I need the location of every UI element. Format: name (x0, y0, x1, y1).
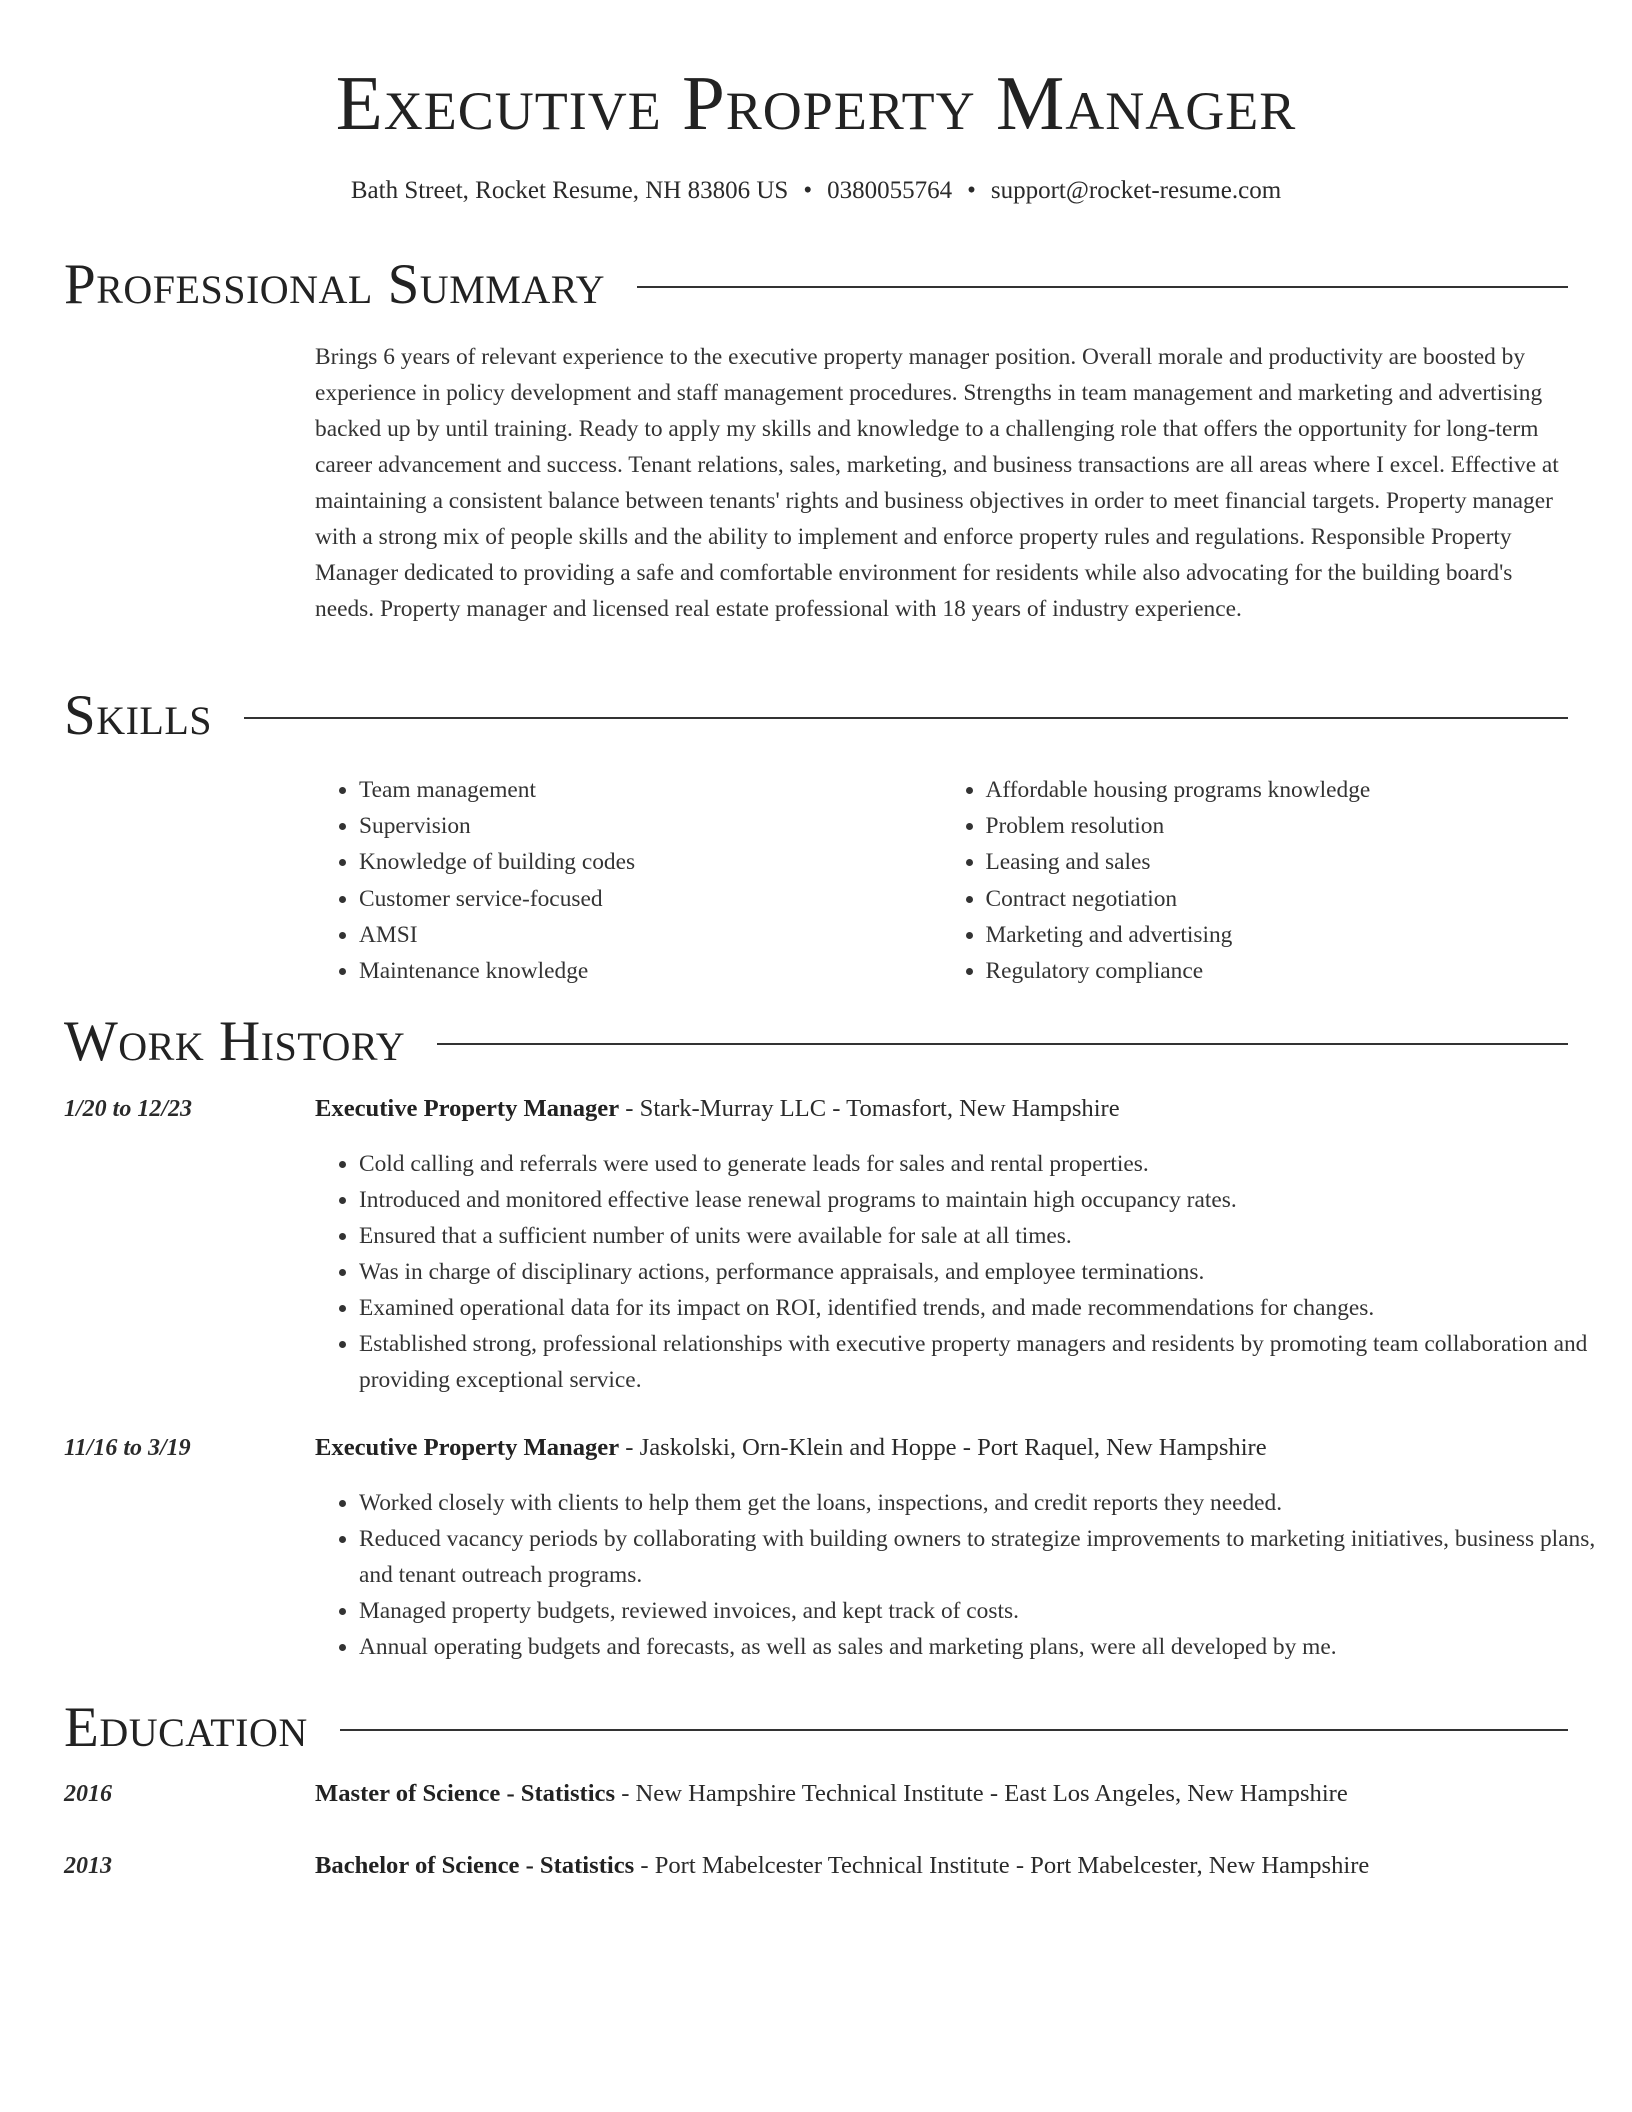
contact-line (0, 174, 1632, 208)
skill-item: • Affordable housing programs knowledge (986, 772, 1569, 808)
job-title-line (315, 1092, 1570, 1126)
job-bullets (315, 1485, 1614, 1665)
job-bullet: • Established strong, professional relationships with executive property managers and residents by promoting team collaboration and providing exceptional service. (359, 1326, 1614, 1398)
job-bullet: • Worked closely with clients to help them get the loans, inspections, and credit reports they needed. (359, 1485, 1614, 1521)
candidate-name: Executive Property Manager (335, 60, 1297, 146)
skill-item: • Regulatory compliance (986, 953, 1569, 989)
skills-column-left (315, 772, 942, 989)
skill-item: • Problem resolution (986, 808, 1569, 844)
job-dates: 11/16 to 3/19 (64, 1435, 191, 1461)
skill-item: • Contract negotiation (986, 881, 1569, 917)
education-year: 2016 (64, 1781, 112, 1807)
job-bullets (315, 1146, 1614, 1398)
contact-phone: 0380055764 (827, 177, 953, 204)
job-bullet: • Cold calling and referrals were used to generate leads for sales and rental properties. (359, 1146, 1614, 1182)
skills-column-right (942, 772, 1569, 989)
education-entry (315, 1777, 1570, 1811)
job-title-line (315, 1431, 1570, 1465)
work-section-title: Work History (64, 1010, 406, 1073)
skill-item: • AMSI (359, 917, 942, 953)
skills-list (315, 772, 1568, 989)
skill-item: • Maintenance knowledge (359, 953, 942, 989)
section-divider (437, 1043, 1568, 1045)
section-divider (340, 1729, 1568, 1731)
education-section-header (64, 1693, 1568, 1763)
education-year: 2013 (64, 1853, 112, 1879)
contact-separator: • (803, 177, 813, 204)
skill-item: • Marketing and advertising (986, 917, 1569, 953)
education-school: - Port Mabelcester Technical Institute - Port Mabelcester, New Hampshire (634, 1852, 1370, 1879)
skill-item: • Knowledge of building codes (359, 844, 942, 880)
job-bullet: • Examined operational data for its impact on ROI, identified trends, and made recommendations for changes. (359, 1290, 1614, 1326)
skills-section-title: Skills (64, 684, 213, 747)
job-dates: 1/20 to 12/23 (64, 1096, 193, 1122)
job-bullet: • Was in charge of disciplinary actions, performance appraisals, and employee terminations. (359, 1254, 1614, 1290)
contact-separator: • (967, 177, 976, 204)
job-employer: - Jaskolski, Orn-Klein and Hoppe - Port Raquel, New Hampshire (619, 1434, 1267, 1461)
job-bullet: • Introduced and monitored effective lease renewal programs to maintain high occupancy rates. (359, 1182, 1614, 1218)
job-role: Executive Property Manager (315, 1095, 620, 1122)
skill-item: • Customer service-focused (359, 881, 942, 917)
section-divider (244, 717, 1568, 719)
job-bullet: • Managed property budgets, reviewed invoices, and kept track of costs. (359, 1593, 1614, 1629)
skill-item: • Team management (359, 772, 942, 808)
contact-email[interactable]: support@rocket-resume.com (990, 177, 1282, 204)
skill-item: • Leasing and sales (986, 844, 1569, 880)
education-section-title: Education (64, 1696, 308, 1759)
skills-section-header (64, 681, 1568, 751)
education-entry (315, 1849, 1570, 1883)
contact-address: Bath Street, Rocket Resume, NH 83806 US (350, 177, 789, 204)
summary-text: Brings 6 years of relevant experience to the executive property manager position. Overall morale and productivity are boosted by experience in policy development and staff management procedures. Strengths in team management and marketing and advertising backed up by until training. Ready to apply my skills and knowledge to a challenging role that offers the opportunity for long-term career advancement and success. Tenant relations, sales, marketing, and business transactions are all areas where I excel. Effective at maintaining a consistent balance between tenants' rights and business objectives in order to meet financial targets. Property manager with a strong mix of people skills and the ability to implement and enforce property rules and regulations. Responsible Property Manager dedicated to providing a safe and comfortable environment for residents while also advocating for the building board's needs. Property manager and licensed real estate professional with 18 years of industry experience. (315, 344, 1559, 622)
summary-section-title: Professional Summary (64, 253, 606, 316)
job-employer: - Stark-Murray LLC - Tomasfort, New Hampshire (619, 1095, 1120, 1122)
work-section-header (64, 1007, 1568, 1077)
summary-section-header (64, 250, 1568, 320)
job-bullet: • Reduced vacancy periods by collaborating with building owners to strategize improvements to marketing initiatives, business plans, and tenant outreach programs. (359, 1521, 1614, 1593)
education-degree: Bachelor of Science - Statistics (315, 1852, 635, 1879)
section-divider (637, 286, 1568, 288)
education-degree: Master of Science - Statistics (315, 1780, 616, 1807)
education-school: - New Hampshire Technical Institute - East Los Angeles, New Hampshire (615, 1780, 1348, 1807)
skill-item: • Supervision (359, 808, 942, 844)
job-bullet: • Ensured that a sufficient number of units were available for sale at all times. (359, 1218, 1614, 1254)
job-role: Executive Property Manager (315, 1434, 620, 1461)
job-bullet: • Annual operating budgets and forecasts, as well as sales and marketing plans, were all developed by me. (359, 1629, 1614, 1665)
